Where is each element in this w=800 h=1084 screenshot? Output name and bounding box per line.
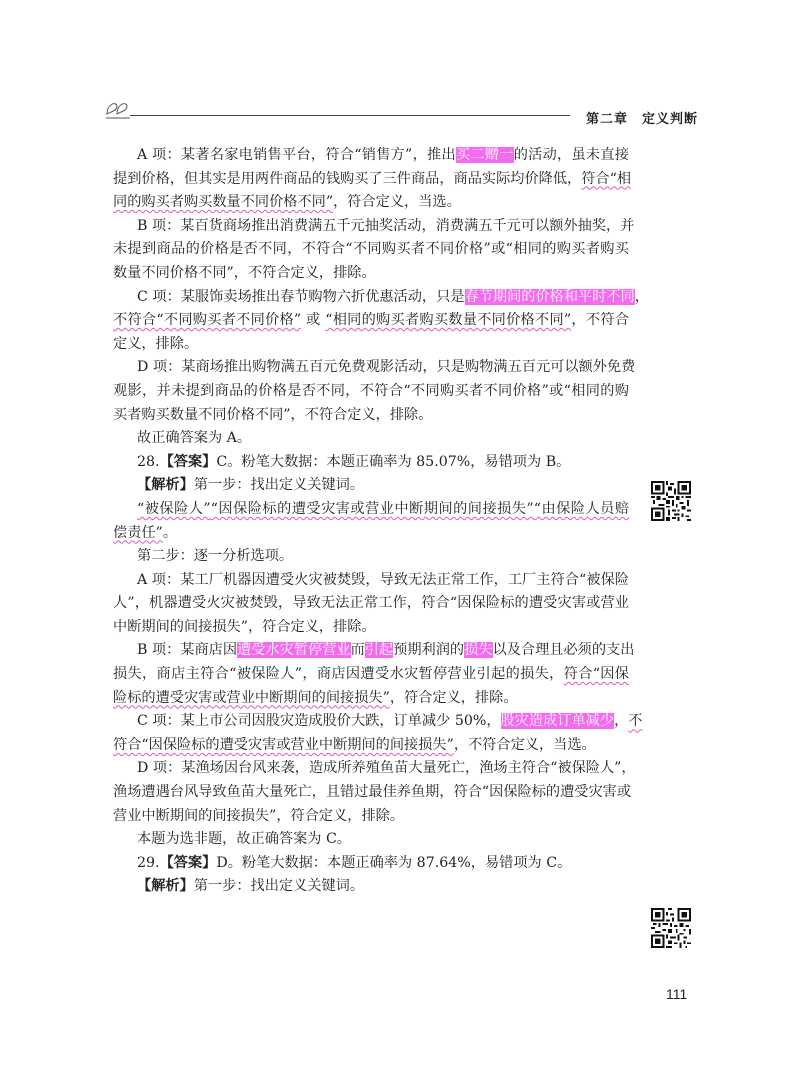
q28-answer: 28.【答案】C。粉笔大数据：本题正确率为 85.07%，易错项为 B。 [137, 453, 571, 470]
highlight: 损失 [464, 642, 493, 659]
chapter-heading [586, 108, 698, 127]
answer-conclusion: 本题为选非题，故正确答案为 C。 [137, 831, 351, 848]
wavy-underline: 同的购买者购买数量不同价格不同” [113, 194, 334, 211]
text-line: 险标的遭受灾害或营业中断期间的间接损失”，符合定义，排除。 [113, 689, 518, 706]
analysis-label: 【解析】 [137, 878, 194, 895]
text-line: 不符合“不同购买者不同价格” 或 “相同的购买者购买数量不同价格不同”，不符合 [113, 312, 629, 329]
answer-label: 【答案】 [159, 854, 217, 871]
text-line: D 项：某商场推出购物满五百元免费观影活动，只是购物满五百元可以额外免费 [137, 359, 636, 376]
page-content [113, 144, 649, 899]
wavy-underline: 不 [628, 713, 643, 730]
wavy-underline: “相同的购买者购买数量不同价格不同” [325, 312, 572, 329]
wavy-underline: “由保险人员赔 [533, 500, 629, 517]
text-line: C 项：某上市公司因股灾造成股价大跌，订单减少 50%，股灾造成订单减少，不 [137, 713, 643, 730]
text-line: D 项：某渔场因台风来袭，造成所养殖鱼苗大量死亡，渔场主符合“被保险人”， [137, 760, 636, 777]
q29-analysis: 【解析】第一步：找出定义关键词。 [137, 878, 365, 895]
text-line: 买者购买数量不同价格不同”，不符合定义，排除。 [113, 406, 433, 423]
wavy-underline: 符合“因保 [563, 666, 629, 683]
text-line [113, 498, 629, 522]
qr-code-icon[interactable] [651, 481, 691, 521]
highlight: 春节期间的价格和平时不同 [464, 288, 635, 305]
text-line: 数量不同价格不同”，不符合定义，排除。 [113, 264, 376, 281]
text-line: 同的购买者购买数量不同价格不同”，符合定义，当选。 [113, 194, 461, 211]
page-number: 111 [666, 986, 688, 1002]
highlight: 股灾造成订单减少 [500, 713, 615, 730]
text-line: B 项：某商店因遭受水灾暂停营业而引起预期利润的损失以及合理且必须的支出 [137, 642, 635, 659]
text-line: 未提到商品的价格是否不同，不符合“不同购买者不同价格”或“相同的购买者购买 [113, 241, 629, 258]
answer-conclusion: 故正确答案为 A。 [137, 430, 252, 447]
analysis-label: 【解析】 [137, 477, 194, 494]
highlight: 遭受水灾暂停营业 [237, 642, 351, 659]
highlight: 买二赠一 [455, 147, 514, 163]
q29-answer: 29.【答案】D。粉笔大数据：本题正确率为 87.64%，易错项为 C。 [137, 854, 572, 871]
highlight: 引起 [364, 642, 394, 659]
text-line: 定义，排除。 [113, 335, 199, 352]
wavy-underline: 符合“因保险标的遭受灾害或营业中断期间的间接损失” [113, 736, 454, 753]
leaf-ornament-icon [104, 98, 132, 120]
answer-label: 【答案】 [159, 453, 217, 470]
wavy-underline: 偿责任” [113, 524, 163, 541]
text-line: B 项：某百货商场推出消费满五千元抽奖活动，消费满五千元可以额外抽奖，并 [137, 217, 635, 234]
text-line: A 项：某工厂机器因遭受火灾被焚毁，导致无法正常工作，工厂主符合“被保险 [137, 571, 629, 588]
chapter-title: 定义判断 [642, 112, 699, 127]
header-rule [130, 115, 570, 116]
text-line: 渔场遭遇台风导致鱼苗大量死亡，且错过最佳养鱼期，符合“因保险标的遭受灾害或 [113, 784, 632, 801]
text-line: 提到价格，但其实是用两件商品的钱购买了三件商品，商品实际均价降低，符合“相 [113, 170, 632, 187]
text-line: 人”，机器遭受火灾被焚毁，导致无法正常工作，符合“因保险标的遭受灾害或营业 [113, 595, 629, 612]
wavy-underline: 险标的遭受灾害或营业中断期间的间接损失” [113, 689, 390, 706]
text-line: 偿责任”。 [113, 524, 178, 541]
text-line: 中断期间的间接损失”，符合定义，排除。 [113, 618, 376, 635]
wavy-underline: 符合“相 [581, 170, 632, 187]
text-line: 损失，商店主符合“被保险人”，商店因遭受水灾暂停营业引起的损失，符合“因保 [113, 666, 629, 683]
qr-code-icon[interactable] [651, 908, 691, 948]
wavy-underline: “因保险标的遭受灾害或营业中断期间的间接损失” [210, 500, 534, 517]
text-line: 符合“因保险标的遭受灾害或营业中断期间的间接损失”，不符合定义，当选。 [113, 736, 596, 753]
text-line: 观影，并未提到商品的价格是否不同，不符合“不同购买者不同价格”或“相同的购 [113, 382, 629, 399]
wavy-underline: “被保险人” [137, 500, 211, 517]
wavy-underline: 不符合“不同购买者不同价格” [113, 312, 302, 329]
chapter-number: 第二章 [586, 112, 629, 127]
text-line: A 项：某著名家电销售平台，符合“销售方”，推出买二赠一的活动，虽未直接 [137, 147, 629, 163]
q28-analysis: 【解析】第一步：找出定义关键词。 [137, 477, 365, 494]
text-line: 第二步：逐一分析选项。 [137, 548, 294, 565]
text-line: 营业中断期间的间接损失”，符合定义，排除。 [113, 807, 405, 824]
text-line: C 项：某服饰卖场推出春节购物六折优惠活动，只是春节期间的价格和平时不同， [137, 288, 649, 305]
